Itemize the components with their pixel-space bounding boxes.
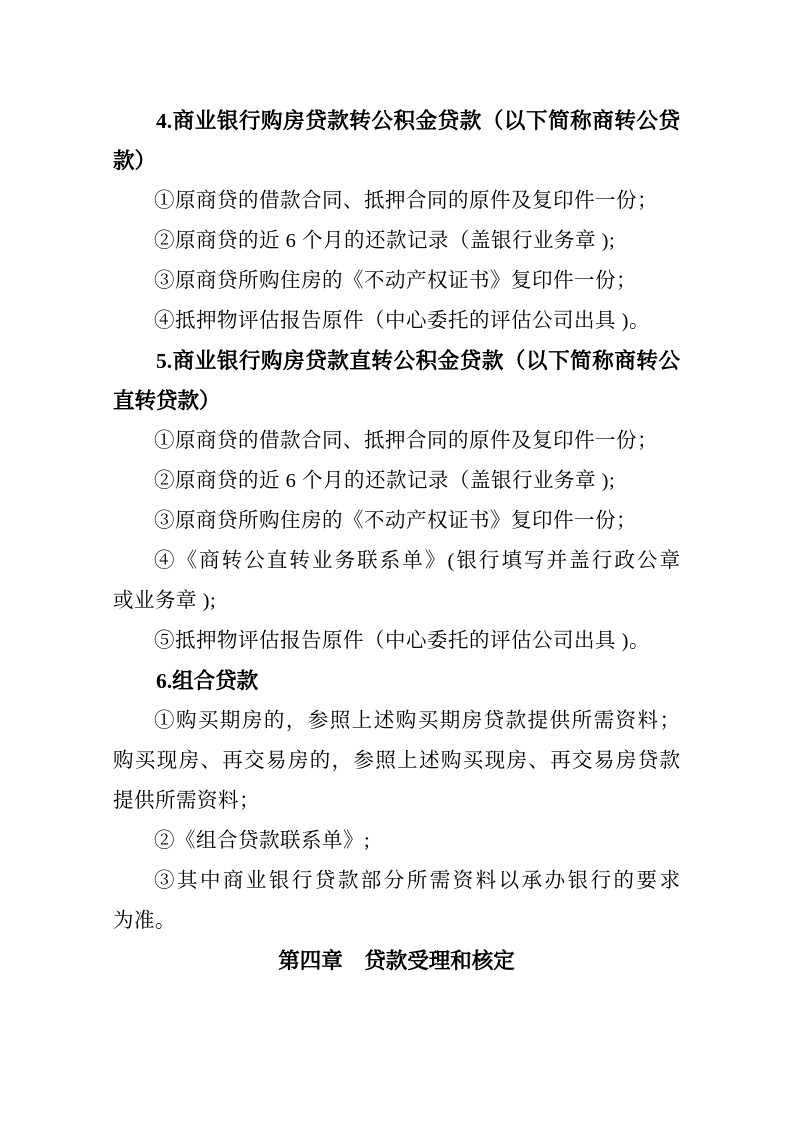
document-line: ③其中商业银行贷款部分所需资料以承办银行的要求 bbox=[154, 870, 680, 892]
document-line: 第四章 贷款受理和核定 bbox=[278, 949, 515, 973]
document-line: 5.商业银行购房贷款直转公积金贷款（以下简称商转公 bbox=[156, 349, 680, 373]
document-line: 6.组合贷款 bbox=[156, 669, 259, 693]
document-line: ②原商贷的近 6 个月的还款记录（盖银行业务章 ); bbox=[154, 230, 616, 252]
document-line: ④抵押物评估报告原件（中心委托的评估公司出具 )。 bbox=[154, 310, 650, 332]
document-line: 4.商业银行购房贷款转公积金贷款（以下简称商转公贷 bbox=[156, 109, 680, 133]
document-line: ①购买期房的，参照上述购买期房贷款提供所需资料； bbox=[154, 710, 680, 732]
document-line: ②原商贷的近 6 个月的还款记录（盖银行业务章 ); bbox=[154, 470, 616, 492]
document-line: 购买现房、再交易房的，参照上述购买现房、再交易房贷款 bbox=[113, 750, 680, 772]
document-line: 款） bbox=[113, 149, 157, 173]
document-body bbox=[113, 101, 680, 981]
document-line: ④《商转公直转业务联系单》(银行填写并盖行政公章 bbox=[154, 550, 680, 572]
document-line: 提供所需资料； bbox=[113, 790, 260, 812]
document-line: 为准。 bbox=[113, 910, 176, 932]
document-line: 直转贷款） bbox=[113, 389, 221, 413]
document-line: ③原商贷所购住房的《不动产权证书》复印件一份； bbox=[154, 270, 637, 292]
document-line: ③原商贷所购住房的《不动产权证书》复印件一份； bbox=[154, 510, 637, 532]
document-line: ⑤抵押物评估报告原件（中心委托的评估公司出具 )。 bbox=[154, 630, 650, 652]
document-line: ①原商贷的借款合同、抵押合同的原件及复印件一份； bbox=[154, 430, 658, 452]
document-line: 或业务章 ); bbox=[113, 590, 217, 612]
document-line: ①原商贷的借款合同、抵押合同的原件及复印件一份； bbox=[154, 190, 658, 212]
document-line: ②《组合贷款联系单》; bbox=[154, 830, 371, 852]
